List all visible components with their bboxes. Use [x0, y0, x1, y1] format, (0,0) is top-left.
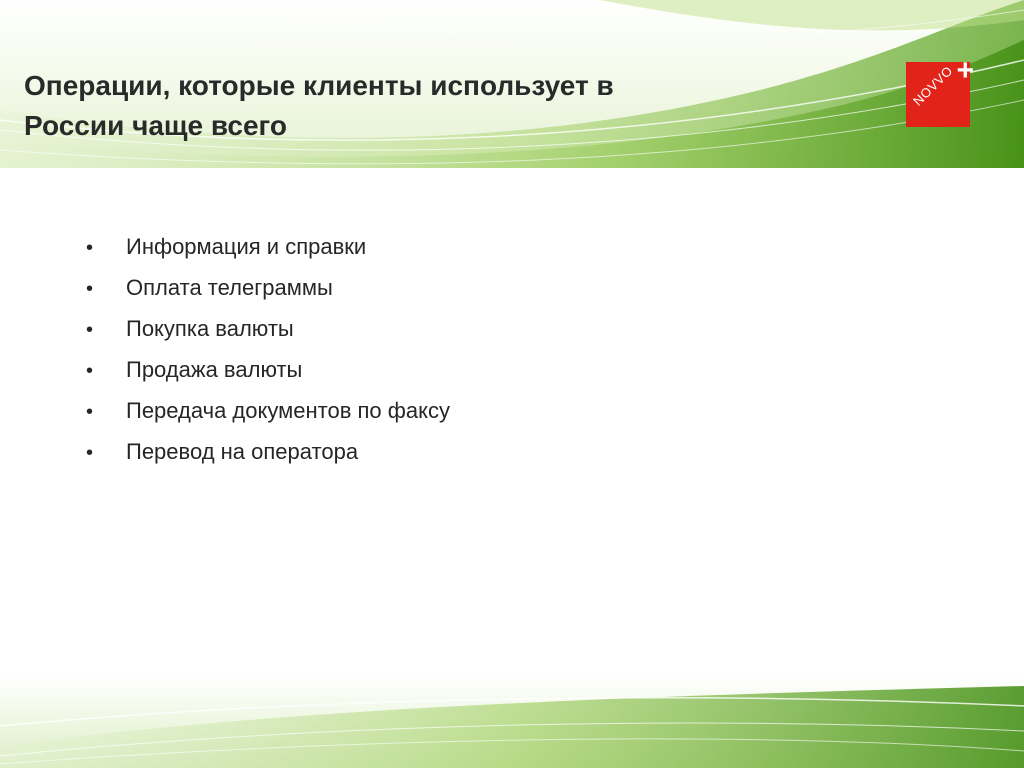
- logo-text: NOVVO: [910, 63, 956, 109]
- logo-plus: +: [956, 54, 974, 87]
- slide-title: Операции, которые клиенты использует в России чаще всего: [24, 70, 614, 141]
- bullet-icon: •: [86, 237, 94, 259]
- list-item: [86, 308, 450, 349]
- list-item: [86, 431, 450, 472]
- list-item-text: Передача документов по факсу: [126, 398, 450, 423]
- list-item-text: Перевод на оператора: [126, 439, 359, 464]
- list-item-text: Оплата телеграммы: [126, 275, 333, 300]
- list-item: [86, 349, 450, 390]
- header-band: [0, 0, 1024, 168]
- novvo-logo: [906, 54, 974, 127]
- list-item-text: Покупка валюты: [126, 316, 294, 341]
- footer-band: [0, 676, 1024, 768]
- bullet-icon: •: [86, 278, 94, 300]
- list-item-text: Продажа валюты: [126, 357, 303, 382]
- bullet-icon: •: [86, 360, 94, 382]
- list-item-text: Информация и справки: [126, 234, 367, 259]
- bullet-icon: •: [86, 442, 94, 464]
- bullet-icon: •: [86, 401, 94, 423]
- list-item: [86, 226, 450, 267]
- footer-swoosh-graphic: [0, 676, 1024, 768]
- bullet-icon: •: [86, 319, 94, 341]
- list-item: [86, 267, 450, 308]
- list-item: [86, 390, 450, 431]
- bullet-list: [86, 226, 450, 472]
